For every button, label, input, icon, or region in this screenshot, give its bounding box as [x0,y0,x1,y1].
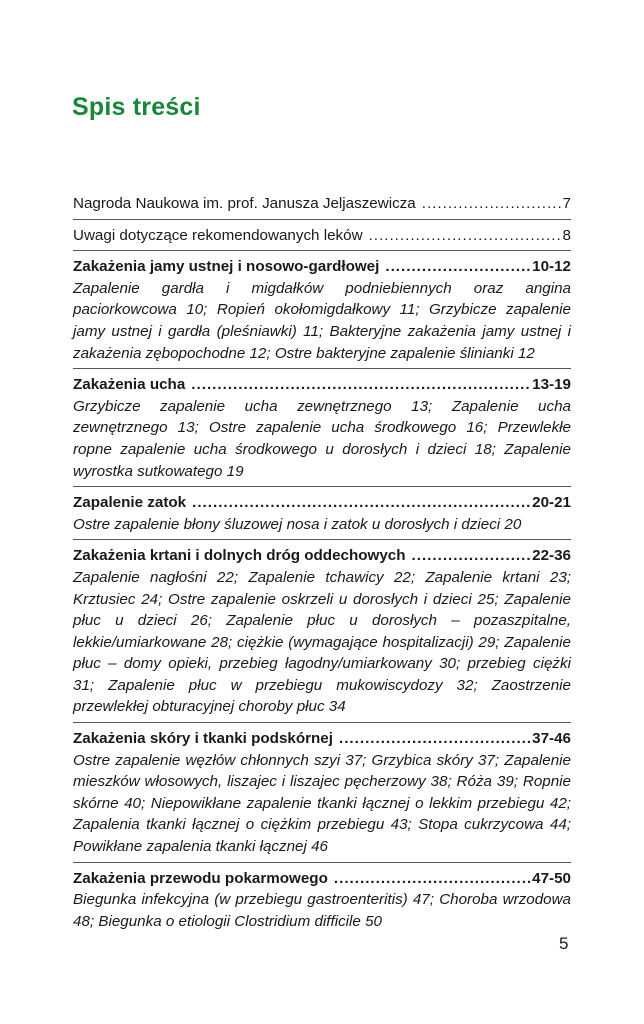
toc-section-description: Zapalenie nagłośni 22; Zapalenie tchawicy 22; Zapalenie krtani 23; Krztusiec 24; Ostre zapalenie oskrzeli u dorosłych i dzieci 25; Zapalenie płuc u dzieci 26; Zapalenie płuc u dorosłych – pozaszpitalne, lekkie/umiarkowane 28; ciężkie (wymagające hospitalizacji) 29; Zapalenie płuc – domy opieki, przebieg łagodny/umiarkowany 30; przebieg ciężki 31; Zapalenie płuc w przebiegu mukowiscydozy 32; Zaostrzenie przewlekłej obturacyjnej choroby płuc 34 [73,568,571,716]
toc-section-pages: 37-46 [532,730,571,748]
toc-entry-title: Uwagi dotyczące rekomendowanych leków [73,226,363,244]
dot-leader [385,256,530,278]
toc-entry-award[interactable] [73,193,571,220]
table-of-contents [73,193,571,941]
toc-section-description: Ostre zapalenie węzłów chłonnych szyi 37; Grzybica skóry 37; Zapalenie mieszków włosowych, liszajec i liszajec pęcherzowy 38; Róża 39; Ropnie skórne 40; Niepowikłane zapalenie tkanki łącznej o lekkim przebiegu 42; Zapalenia tkanki łącznej o ciężkim przebiegu 43; Stopa cukrzycowa 44; Powikłane zapalenia tkanki łącznej 46 [73,751,571,856]
toc-entry-page: 8 [562,226,571,244]
toc-section-title: Zapalenie zatok [73,494,187,512]
dot-leader [369,225,561,247]
dot-leader [412,545,531,567]
toc-section-pages: 10-12 [532,258,571,276]
toc-entry-title: Nagroda Naukowa im. prof. Janusza Jeljaszewicza [73,195,416,212]
toc-section-pages: 22-36 [532,547,571,565]
toc-section-title: Zakażenia krtani i dolnych dróg oddechowych [73,547,406,565]
toc-section-oral-nasopharyngeal[interactable] [73,256,571,369]
toc-section-description: Zapalenie gardła i migdałków podniebiennych oraz angina paciorkowcowa 10; Ropień okołomigdałkowy 11; Grzybicze zapalenie jamy ustnej i gardła (pleśniawki) 11; Bakteryjne zakażenia jamy ustnej i zakażenia zębopochodne 12; Ostre bakteryjne zapalenie ślinianki 12 [73,279,571,362]
dot-leader [339,728,530,750]
toc-section-title: Zakażenia skóry i tkanki podskórnej [73,730,333,748]
toc-section-title: Zakażenia ucha [73,376,186,394]
toc-section-title: Zakażenia przewodu pokarmowego [73,869,328,887]
toc-section-pages: 47-50 [532,869,571,887]
toc-section-description: Biegunka infekcyjna (w przebiegu gastroenteritis) 47; Choroba wrzodowa 48; Biegunka o etiologii Clostridium difficile 50 [73,891,571,930]
toc-entry-drug-notes[interactable] [73,225,571,252]
toc-section-larynx-lower-airways[interactable] [73,545,571,723]
dot-leader [334,868,530,890]
toc-section-pages: 20-21 [532,494,571,512]
dot-leader [191,374,530,396]
toc-section-digestive[interactable] [73,868,571,937]
page-title: Spis treści [72,93,201,121]
page-number: 5 [559,934,569,953]
dot-leader [192,492,530,514]
toc-section-title: Zakażenia jamy ustnej i nosowo-gardłowej [73,258,380,276]
toc-entry-page: 7 [562,195,571,212]
toc-section-description: Grzybicze zapalenie ucha zewnętrznego 13; Zapalenie ucha zewnętrznego 13; Ostre zapalenie ucha środkowego 16; Przewlekłe ropne zapalenie ucha środkowego u dorosłych i dzieci 18; Zapalenie wyrostka sutkowatego 19 [73,397,571,480]
toc-section-sinuses[interactable] [73,492,571,540]
toc-section-description: Ostre zapalenie błony śluzowej nosa i zatok u dorosłych i dzieci 20 [73,515,522,533]
dot-leader [422,193,561,215]
toc-section-ear[interactable] [73,374,571,487]
toc-section-skin[interactable] [73,728,571,863]
toc-section-pages: 13-19 [532,376,571,394]
